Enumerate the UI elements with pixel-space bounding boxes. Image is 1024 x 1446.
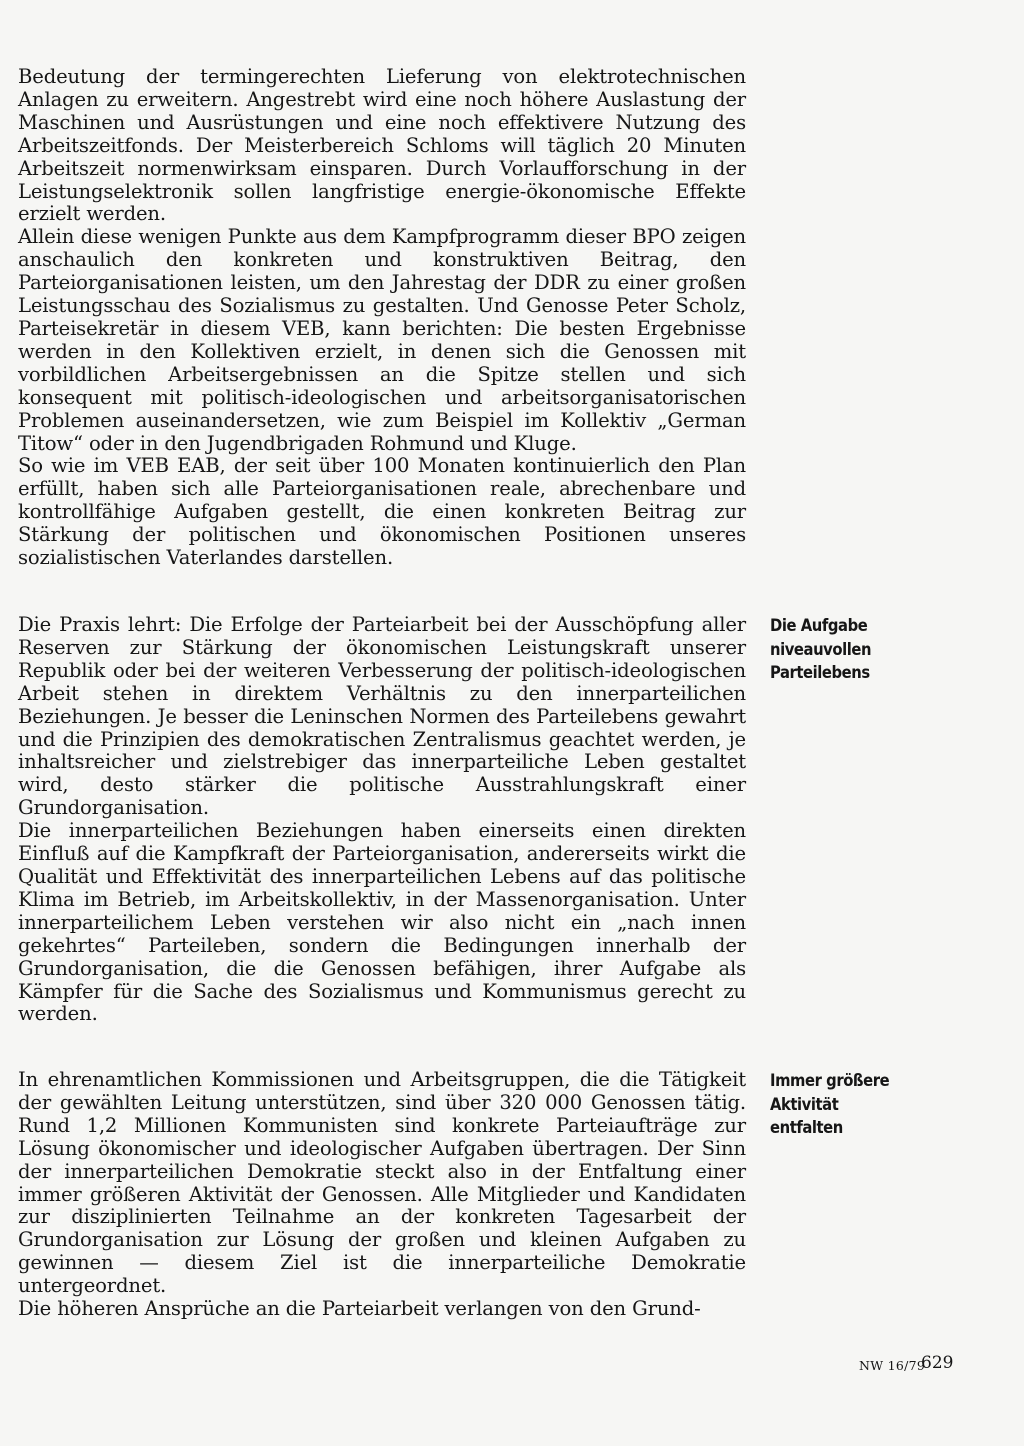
paragraph: Bedeutung der termingerechten Lieferung von elektrotechnischen Anlagen zu erweitern. Angestrebt wird eine noch höhere Auslastung der Maschinen und Ausrüstungen und eine noch effektivere Nutzung des Arbeitszeitfonds. Der Meisterbereich Schloms will täglich 20 Minuten Arbeitszeit normenwirksam einsparen. Durch Vorlaufforschung in der Leistungselektronik sollen langfristige energie-ökonomische Effekte erzielt werden. <box>18 65 746 226</box>
paragraph: Die höheren Ansprüche an die Parteiarbeit verlangen von den Grund- <box>18 1297 701 1321</box>
margin-heading-line: Die Aufgabe <box>770 616 868 636</box>
paragraph: Allein diese wenigen Punkte aus dem Kampfprogramm dieser BPO zeigen anschaulich den konkreten und konstruktiven Beitrag, den Parteiorganisationen leisten, um den Jahrestag der DDR zu einer großen Leistungsschau des Sozialismus zu gestalten. Und Genosse Peter Scholz, Parteisekretär in diesem VEB, kann berichten: Die besten Ergebnisse werden in den Kollektiven erzielt, in denen sich die Genossen mit vorbildlichen Arbeitsergebnissen an die Spitze stellen und sich konsequent mit politisch-ideologischen und arbeitsorganisatorischen Problemen auseinandersetzen, wie zum Beispiel im Kollektiv „German Titow“ oder in den Jugendbrigaden Rohmund und Kluge. <box>18 225 746 455</box>
margin-heading-line: entfalten <box>770 1118 843 1138</box>
margin-heading-line: Immer größere <box>770 1071 890 1091</box>
margin-heading-2 <box>770 1070 942 1141</box>
paragraph: In ehrenamtlichen Kommissionen und Arbeitsgruppen, die die Tätigkeit der gewählten Leitung unterstützen, sind über 320 000 Genossen tätig. Rund 1,2 Millionen Kommunisten sind konkrete Parteiaufträge zur Lösung ökonomischer und ideologischer Aufgaben übertragen. Der Sinn der innerparteilichen Demokratie steckt also in der Entfaltung einer immer größeren Aktivität der Genossen. Alle Mitglieder und Kandidaten zur disziplinierten Teilnahme an der konkreten Tagesarbeit der Grundorganisation zur Lösung der großen und kleinen Aufgaben zu gewinnen — diesem Ziel ist die innerparteiliche Demokratie untergeordnet. <box>18 1068 746 1298</box>
paragraph: Die Praxis lehrt: Die Erfolge der Parteiarbeit bei der Ausschöpfung aller Reserven zur Stärkung der ökonomischen Leistungskraft unserer Republik oder bei der weiteren Verbesserung der politisch-ideologischen Arbeit stehen in direktem Verhältnis zu den innerparteilichen Beziehungen. Je besser die Leninschen Normen des Parteilebens gewahrt und die Prinzipien des demokratischen Zentralismus geachtet werden, je inhaltsreicher und zielstrebiger das innerparteiliche Leben gestaltet wird, desto stärker die politische Ausstrahlungskraft einer Grundorganisation. <box>18 613 746 820</box>
text-block-3 <box>18 1069 746 1321</box>
text-block-2 <box>18 614 746 1026</box>
margin-heading-line: niveauvollen <box>770 639 872 660</box>
margin-heading-line: Parteilebens <box>770 663 870 683</box>
issue-reference: NW 16/79 <box>859 1358 926 1373</box>
page-number: 629 <box>921 1353 954 1373</box>
paragraph: So wie im VEB EAB, der seit über 100 Monaten kontinuierlich den Plan erfüllt, haben sich alle Parteiorganisationen reale, abrechenbare und kontrollfähige Aufgaben gestellt, die einen konkreten Beitrag zur Stärkung der politischen und ökonomischen Positionen unseres sozialistischen Vaterlandes darstellen. <box>18 454 746 570</box>
paragraph: Die innerparteilichen Beziehungen haben einerseits einen direkten Einfluß auf die Kampfkraft der Parteiorganisation, andererseits wirkt die Qualität und Effektivität des innerparteilichen Lebens auf das politische Klima im Betrieb, im Arbeitskollektiv, in der Massenorganisation. Unter innerparteilichem Leben verstehen wir also nicht ein „nach innen gekehrtes“ Parteileben, sondern die Bedingungen innerhalb der Grundorganisation, die die Genossen befähigen, ihrer Aufgabe als Kämpfer für die Sache des Sozialismus und Kommunismus gerecht zu werden. <box>18 819 746 1026</box>
margin-heading-line: Aktivität <box>770 1094 839 1115</box>
margin-heading-1 <box>770 615 942 686</box>
text-block-1 <box>18 66 746 570</box>
